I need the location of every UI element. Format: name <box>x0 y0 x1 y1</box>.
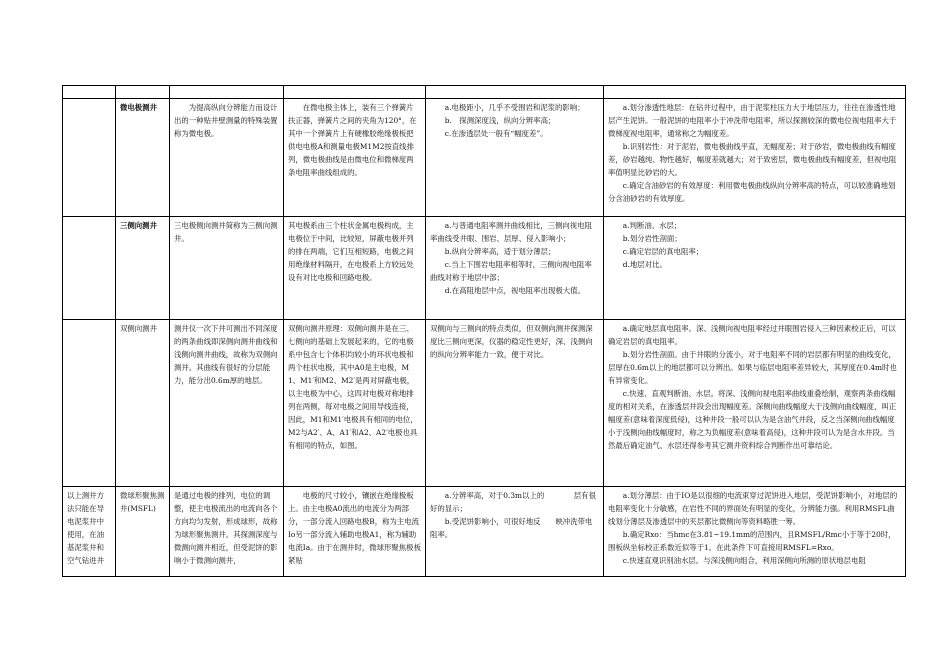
features-cell <box>426 99 604 217</box>
method-name: 微电极测井 <box>116 99 170 217</box>
header-cell <box>284 86 426 99</box>
feature-item: 双侧向与三侧向的特点类似，但双侧向测井探测深度比三侧向更深，仪器的稳定性更好，深、浅侧向的纵向分辨率能力一致，便于对比。 <box>430 324 593 359</box>
principle-cell <box>284 217 426 320</box>
application-item: c.确定岩层的真电阻率； <box>622 247 704 256</box>
application-item: b.确定Rxo：当hmc在3.81~19.1mm的范围内，且RMSFL/Rmc小于等于20时，围板纵坐标校正系数近似等于1。在此条件下可直接用RMSFL=Rxo。 <box>608 530 896 552</box>
principle-text: 电极的尺寸较小，镶嵌在绝缘极板上。由主电极A0流出的电流分为两部分，一部分流入回路电极B，称为主电流Io另一部分流入辅助电极A1，称为辅助电流Ia。由于在测井时，微球形聚焦极板紧贴 <box>288 491 421 565</box>
concept-text: 为提高纵向分辨能力而设计出的一种贴井壁测量的特殊装置称为微电极。 <box>174 103 278 138</box>
header-cell <box>170 86 284 99</box>
applications-cell <box>604 217 906 320</box>
table-row <box>63 217 906 320</box>
concept-text: 是通过电极的排列，电位的调整，使主电极流出的电流向各个方向均匀发射，形成球形，故称为球形聚焦测井。其探测深度与微测向测井相近，但受泥饼的影响小于微测向测井， <box>174 491 278 565</box>
applications-cell <box>604 487 906 577</box>
table-row <box>63 487 906 577</box>
concept-cell <box>170 487 284 577</box>
header-cell <box>116 86 170 99</box>
feature-item: b.受泥饼影响小，可很好地反 映冲洗带电阻率。 <box>430 517 593 539</box>
features-cell <box>426 217 604 320</box>
table-row <box>63 320 906 487</box>
header-row <box>63 86 906 99</box>
feature-item: a.电极距小，几乎不受围岩和泥浆的影响； <box>444 103 585 112</box>
application-item: a.判断油、水层； <box>622 221 682 230</box>
application-item: c.确定含油砂岩的有效厚度：利用微电极曲线纵向分辨率高的特点，可以较准确地划分含油砂岩的有效厚度。 <box>608 181 896 203</box>
category-cell <box>63 217 116 320</box>
principle-cell <box>284 487 426 577</box>
feature-item: c.在渗透层处一般有“幅度差”。 <box>444 129 548 138</box>
category-cell <box>63 487 116 577</box>
concept-cell <box>170 320 284 487</box>
principle-text: 在微电极主体上，装有三个弹簧片扶正器，弹簧片之间的夹角为120°，在其中一个弹簧片上有硬橡胶绝缘极板把供电电极A和测量电极M1M2按直线排列，微电极曲线是由微电位和微梯度两条电阻率曲线组成的。 <box>288 103 417 177</box>
applications-cell <box>604 99 906 217</box>
application-item: b.识别岩性：对于泥岩，微电极曲线平直，无幅度差；对于砂岩，微电极曲线有幅度差，砂岩越纯、物性越好，幅度差就越大；对于致密层，微电极曲线有幅度差，但视电阻率值明显比砂岩的大。 <box>608 142 897 177</box>
method-name: 三侧向测井 <box>116 217 170 320</box>
feature-item: b.纵向分辨率高，适于划分薄层； <box>444 247 556 256</box>
method-name: 双侧向测井 <box>116 320 170 487</box>
feature-item: a.分辨率高，对于0.3m以上的 层有很好的显示； <box>430 491 596 513</box>
header-cell <box>426 86 604 99</box>
category-cell <box>63 320 116 487</box>
logging-methods-table <box>62 85 906 577</box>
category-text: 以上测井方法只能在导电泥浆井中使用，在油基泥浆井和空气钻进井 <box>67 491 104 565</box>
concept-cell <box>170 217 284 320</box>
application-item: a.划分薄层：由于IO是以很细的电流束穿过泥饼进入地层，受泥饼影响小，对地层的电阻率变化十分敏感，在岩性不同的界面处有明显的变化，分辨能力强。利用RMSFL曲线划分薄层及渗透层中的夹层都比微侧向等资料略胜一筹。 <box>608 491 898 526</box>
concept-text: 测井仪一次下井可测出不同深度的两条曲线即深侧向测井曲线和浅侧向测井曲线，故称为双侧向测井。其曲线有很好的分层能力，能分出0.6m厚的地层。 <box>174 324 278 385</box>
header-cell <box>63 86 116 99</box>
principle-cell <box>284 99 426 217</box>
principle-text: 其电极系由三个柱状金属电极构成，主电极位于中间，比较短，屏蔽电极并列的排在两端，它们互相短路，电极之间用绝缘材料隔开，在电极系上方较远处设有对比电极和回路电极。 <box>288 221 414 282</box>
application-item: c.快速直观识别油水层。与深浅侧向组合，利用深侧向所测的原状地层电阻 <box>622 556 866 565</box>
header-cell <box>604 86 906 99</box>
feature-item: d.在高阻地层中点，视电阻率出现极大值。 <box>444 286 585 295</box>
category-cell <box>63 99 116 217</box>
application-item: a.划分渗透性地层：在钻井过程中，由于泥浆柱压力大于地层压力，往往在渗透性地层产生泥饼。一般泥饼的电阻率小于冲洗带电阻率，所以探测较深的微电位视电阻率大于微梯度视电阻率，通常称之为幅度差。 <box>608 103 897 138</box>
principle-text: 双侧向测井原理：双侧向测井是在三、七侧向的基础上发展起来的，它的电极系中包含七个体积均较小的环状电极和两个柱状电极，其中A0是主电极，M1、M1′和M2、M2′是两对屏蔽电极，以主电极为中心，这四对电极对称地排列在两侧，每对电极之间用导线连接，因此，M1和M1′电极具有相同的电位，M2与A2′、A、A1′和A2、A2′电极也具有相同的特点，如图。 <box>288 324 418 450</box>
application-item: b.划分岩性剖面。由于井眼的分流小，对于电阻率不同的岩层都有明显的曲线变化，层厚在0.6m以上的地层都可以分辨出。如果与临层电阻率差异较大，其厚度在0.4m时也有异常变化。 <box>608 350 897 385</box>
concept-cell <box>170 99 284 217</box>
application-item: d.地层对比。 <box>622 260 667 269</box>
table-row <box>63 99 906 217</box>
concept-text: 三电极侧向测井简称为三侧向测井。 <box>174 221 278 243</box>
feature-item: c.当上下围岩电阻率相等时，三侧向视电阻率曲线对称于地层中部； <box>430 260 592 282</box>
features-cell <box>426 320 604 487</box>
application-item: c.快速、直观判断油、水层。将深、浅侧向视电阻率曲线重叠绘制，观察两条曲线幅度的相对关系，在渗透层井段会出现幅度差。深侧向曲线幅度大于浅侧向曲线幅度，叫正幅度差(意味着深度低侵)，这种井段一般可以认为是含油气井段，反之当深侧向曲线幅度小于浅侧向曲线幅度时，称之为负幅度差(意味着高侵)，这种井段可认为是含水井段。当然最后确定油气、水层还得参考其它测井资料综合判断作出可靠结论。 <box>608 389 897 450</box>
features-cell <box>426 487 604 577</box>
application-item: b.划分岩性剖面； <box>622 234 682 243</box>
applications-cell <box>604 320 906 487</box>
principle-cell <box>284 320 426 487</box>
feature-item: a.与普通电阻率测井曲线相比，三侧向视电阻率曲线受井眼、围岩、层厚、侵入影响小； <box>430 221 592 243</box>
feature-item: b. 探测深度浅，纵向分辨率高； <box>444 116 556 125</box>
application-item: a.确定地层真电阻率。深、浅侧向视电阻率经过井眼围岩侵入三种因素校正后，可以确定岩层的真电阻率。 <box>608 324 896 346</box>
method-name: 微球形聚焦测井(MSFL) <box>116 487 170 577</box>
